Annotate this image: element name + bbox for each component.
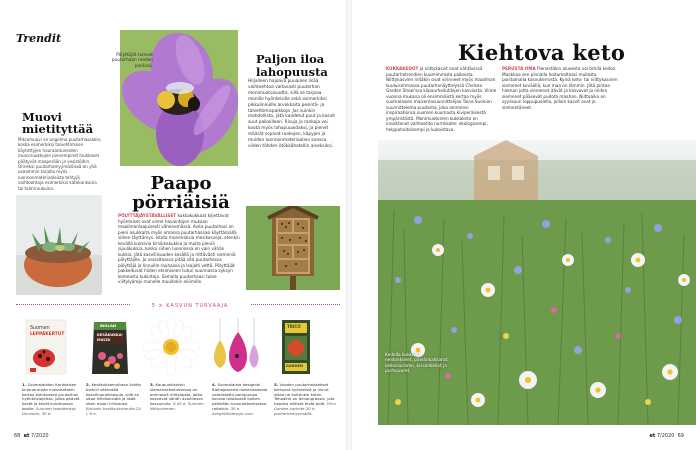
tips-heading: 5 × KASVUN TURVAAJA (130, 303, 250, 309)
right-page-folio (649, 433, 684, 439)
tip-4-text: 4. Suomalaista designia! Biohajoavista materiaaleista valmistettu pampulupa korvaa loistavasti kaiken pelkkään housuottamisessa raitoihin. 30 e, belightfoldesign.com. (212, 382, 268, 416)
product-trico-repellent (276, 318, 316, 376)
keto-left-column: KUKKAKEDOT ja niittykasvit ovat nähtävissä puutarhatrendien kuumimmista paikoista. Niittykasvien niitäkin ovat virinneet myös maailman kuuluisimmassa puutarhanäyttelyssä Chelsea Garden Show'ssa kilpaurheilutilojen kasviosta. Viime vuonna mukana oli ensimmäistä kertaa myös suomalaisen maisemasuunnittelijan Taina Suonion suunnittelema puutarha, joka ammensi inspiraationsa suomen kuumasta kiviperäisestä ympäristöstä. Monimuotoinen kukkaketo on innoittanut vaihtoehto nurmikolle: ekologisempi, helppohoitoisempi ja kukoistava. (386, 66, 497, 132)
paapo-kicker: PÖLYTTÄJÄYSTÄVÄLLISET (118, 213, 177, 218)
keto-right-column: PERUSTA OMA Pienestäkin alueesta voi tehdä kedon. Mookkaa sen pinnalla hoitamaltaasi mullasta poistamalla kasvukerrosta. Kylvä keto- tai niittykasvien siemenet keväällä, kun maa on lämmin. Jätä pintaa hieman jotta siemenet itävät ja kasvavat ja niiden siemenet pääsevät pudota maahan. Niittoaika on syyskuun loppupuolella, jolloin kasvit ovat jo siementäneet. (502, 66, 618, 110)
bee-on-crocus-photo (120, 30, 238, 166)
left-mag-name: et (23, 433, 30, 439)
keto-kicker-right: PERUSTA OMA (502, 66, 536, 71)
left-page-number: 68 (14, 433, 21, 439)
paapo-body-text: PÖLYTTÄJÄYSTÄVÄLLISET kukkakukkaat kiljettavat hyönteiset ovat viime havaintojen mukaan maailmanlaajuisesti vähenemässä. Avita puutarhasi on pieni asukkaita myös omassa puutarhassasi käyttämällä siihen täyttämys. Istuta monenlaisia mesikasveja, etenkin kevällä kukkivia kirsikkakukkia ja muita pieniä sipulikukkia, koska siihen luonnossa on vain vähän kukkia. Jätä kasvillisuuden kesällä ja riittävästi siemeniä pölyttäjille. Ja vesialtaassa pitää sitä puutarhassa pölyttäjä ja linnuille rauhaisia ja laajalti vettä. Pölyttäjät pakkeituvat hiiden etsimiseen tutun suunnassa syksyn komeasta kukintoja. Samalla puutarhaasi tulee viiltylyämpi monelle muullekin eliömille. (118, 213, 240, 284)
keto-heading: Kiehtova keto (458, 40, 626, 65)
meadow-caption: Kedolla kukkivat neidonkielet, päivänkakkarat, kellosauramo, kissankellot ja purtojuuret. (385, 353, 449, 375)
paljon-heading: Paljon iloa lahopuusta (256, 52, 328, 79)
soil-title: KESÄKUKKA-MULTA (97, 333, 124, 342)
tip-5-text: 5. Vuoden puutarhaistekset kertovat hyönteisiä ja linnut ottaa ne kuitenkin kotiin. Tehoaine on lemongrassia, jota hajusta eliöiset eivät pidä. Trico Garden-karkote 20 e, puutarhamyymälät. (274, 382, 336, 416)
muovi-body-text: Mikromuovi on ongelma puutarhassakin, koska esimerkiksi talvehtimisen käytettyjen hauraantuneiden muoviruukkujen pienempinet hiukkaset päätyvät maaperään ja vesistöihin. Onneksi puutarhamyymälöissä on yhä useammin tarjolla myös luonnonmateriaaleista tehtyjä vaihtoehtoja esimerkiksi katekankaina tai taimiruukuina. (18, 137, 102, 191)
repellent-brand: TRICO (287, 324, 301, 329)
product-bird-feeder-drops (208, 318, 264, 376)
insect-hotel-photo (246, 206, 340, 290)
tip-2-text: 2. Kesäkukkamultaan lisätty biohiili vähentää kasvihuonekaasuja, sillä se sitoo hiilidioksidia ja lisää siten maan hiilivaraa. Biolanin kesäkukkamulta 24 l, 6 e. (86, 382, 142, 416)
product-seed-mix-daisy (142, 318, 200, 376)
paapo-heading: Paapo pörriäisiä (132, 173, 230, 213)
left-issue: 7/2020 (30, 433, 49, 439)
tip-3-text: 3. Kaupunkikoisin siemensekoituksessa on ominaisiä niittylajeja, jotka kasvavat vähän avoimessa kasvukulla. 6,50 e, Suomen Niittysiemen. (150, 382, 204, 411)
right-mag-name: et (649, 433, 656, 439)
spread-gutter (346, 0, 352, 450)
repellent-title: GARDEN (286, 364, 303, 368)
paljon-body-text: Hiljalleen hajoava puuaines lisää vaihtoehtoa vaitavasti puutarhan monimuotoisuutta, sillä se tarjoaa monille hyönteisille sekä esimerkiksi pikkulinnuille arvokkaita pesintä- ja talvehtimispaikkoja. Jos suinkin mahdollista, jätä kaadetut puut ja kasvit suut paikoilleen. Risuja ja rankoja voi koota myös lahopuuaidaksi, ja pienet määrät sopivat ruokojen, käpyjen ja muiden luonnonmateriaalien kanssa viiden tähden ötökkähotellin aineksiksi. (248, 79, 335, 149)
section-label: Trendit (16, 32, 62, 45)
succulent-planter-photo (16, 195, 102, 295)
meadow-photo (378, 140, 696, 425)
book-title: LEPPÄKERTUT (30, 332, 65, 337)
bee-photo-caption: Pölyttäjät tulevat puutarhaan meden perässä. (111, 53, 153, 69)
muovi-heading: Muovi mietityttää (22, 110, 94, 136)
left-page-folio (14, 433, 49, 439)
book-brand: Suomen (30, 326, 50, 331)
soil-brand: BIOLAN (100, 323, 117, 328)
keto-kicker-left: KUKKAKEDOT (386, 66, 419, 71)
product-book (24, 318, 68, 376)
product-soil-bag (90, 318, 130, 376)
right-page-number: 69 (677, 433, 684, 439)
tip-1-text: 1. Suomalaisten Karjalaisen kirjaudutusta mukaisiltakin kertoo kiehtovasti puutarhan hyönteislajeista, jotka pitävät kevät ja kesät kuluttuessa koolle. Suomen leppäkertut, Docendo, 30 e. (22, 382, 80, 416)
right-issue: 7/2020 (656, 433, 675, 439)
